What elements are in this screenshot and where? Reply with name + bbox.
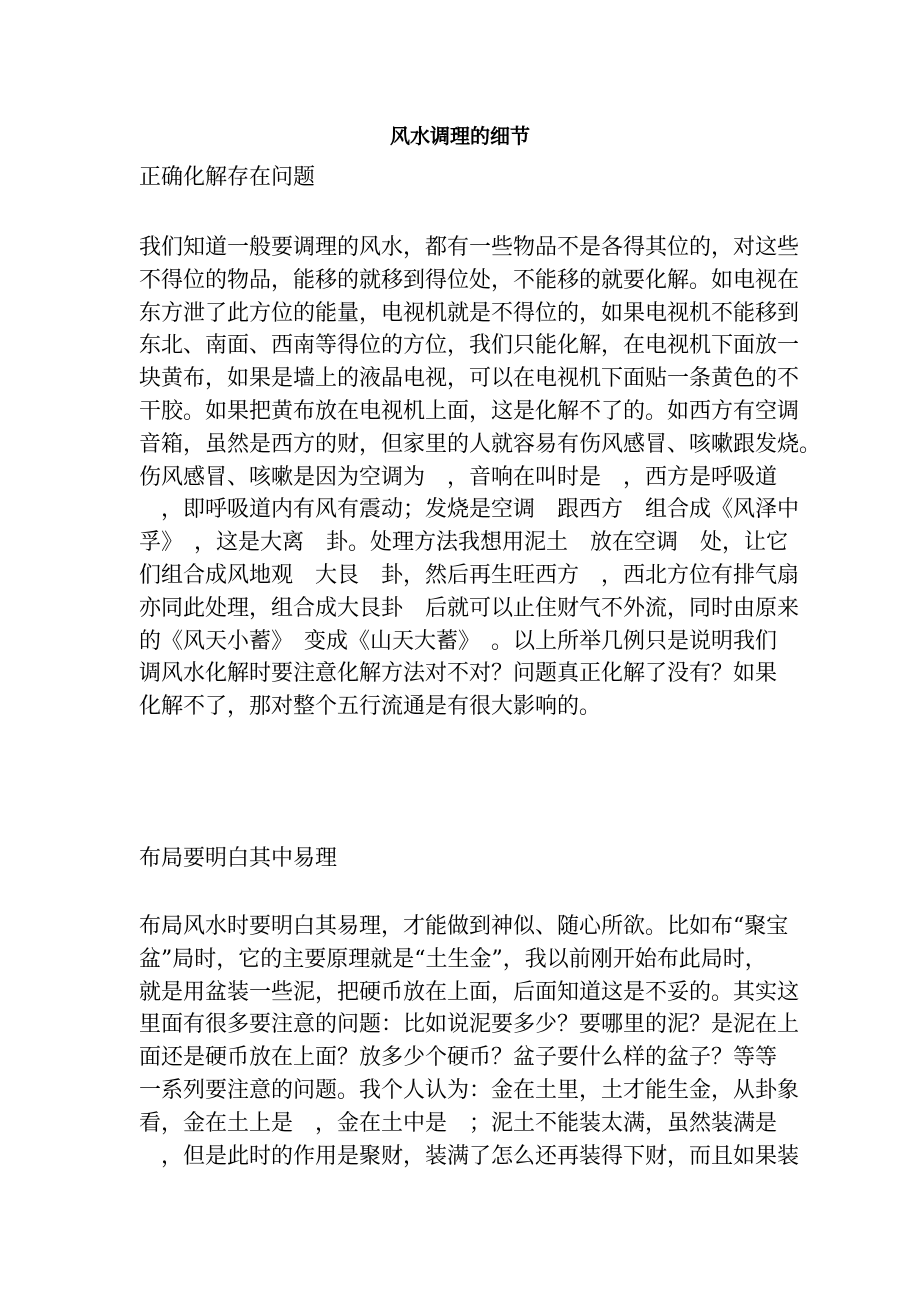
paragraph-line: 盆”局时，它的主要原理就是“土生金”，我以前刚开始布此局时， — [139, 946, 767, 972]
paragraph-line: 面还是硬币放在上面？放多少个硬币？盆子要什么样的盆子？等等 — [139, 1045, 778, 1071]
paragraph-line: 就是用盆装一些泥，把硬币放在上面，后面知道这是不妥的。其实这 — [139, 979, 800, 1005]
paragraph-line: 化解不了，那对整个五行流通是有很大影响的。 — [139, 694, 602, 720]
paragraph-line: 一系列要注意的问题。我个人认为：金在土里，土才能生金，从卦象 — [139, 1077, 800, 1103]
section-1-paragraph — [139, 232, 822, 724]
paragraph-line: 我们知道一般要调理的风水，都有一些物品不是各得其位的，对这些 — [139, 235, 800, 260]
paragraph-line: 东方泄了此方位的能量，电视机就是不得位的，如果电视机不能移到 — [139, 300, 800, 326]
paragraph-line: 孚》 ，这是大离 卦。处理方法我想用泥土 放在空调 处，让它 — [139, 530, 789, 556]
section-heading-layout-principles: 布局要明白其中易理 — [139, 846, 338, 871]
paragraph-line: 看，金在土上是 ，金在土中是 ；泥土不能装太满，虽然装满是 — [139, 1110, 778, 1136]
paragraph-line: ，即呼吸道内有风有震动；发烧是空调 跟西方 组合成《风泽中 — [139, 497, 800, 523]
paragraph-line: 干胶。如果把黄布放在电视机上面，这是化解不了的。如西方有空调 — [139, 398, 800, 424]
paragraph-line: 伤风感冒、咳嗽是因为空调为 ，音响在叫时是 ，西方是呼吸道 — [139, 464, 778, 490]
section-2-paragraph — [139, 911, 800, 1173]
paragraph-line: 亦同此处理，组合成大艮卦 后就可以止住财气不外流，同时由原来 — [139, 595, 800, 621]
paragraph-line: 音箱，虽然是西方的财，但家里的人就容易有伤风感冒、咳嗽跟发烧。 — [139, 431, 822, 457]
paragraph-line: 块黄布，如果是墙上的液晶电视，可以在电视机下面贴一条黄色的不 — [139, 366, 800, 392]
paragraph-line: 里面有很多要注意的问题：比如说泥要多少？要哪里的泥？是泥在上 — [139, 1012, 800, 1038]
section-heading-problem-resolution: 正确化解存在问题 — [139, 165, 316, 190]
paragraph-line: 不得位的物品，能移的就移到得位处，不能移的就要化解。如电视在 — [139, 267, 800, 293]
paragraph-line: 东北、南面、西南等得位的方位，我们只能化解，在电视机下面放一 — [139, 333, 800, 359]
page-title: 风水调理的细节 — [390, 124, 530, 148]
paragraph-line: 们组合成风地观 大艮 卦，然后再生旺西方 ，西北方位有排气扇 — [139, 562, 800, 588]
paragraph-line: 布局风水时要明白其易理，才能做到神似、随心所欲。比如布“聚宝 — [139, 914, 789, 939]
paragraph-line: 的《风天小蓄》 变成《山天大蓄》 。以上所举几例只是说明我们 — [139, 628, 778, 654]
paragraph-line: ，但是此时的作用是聚财，装满了怎么还再装得下财，而且如果装 — [139, 1143, 800, 1169]
paragraph-line: 调风水化解时要注意化解方法对不对？问题真正化解了没有？如果 — [139, 661, 778, 687]
